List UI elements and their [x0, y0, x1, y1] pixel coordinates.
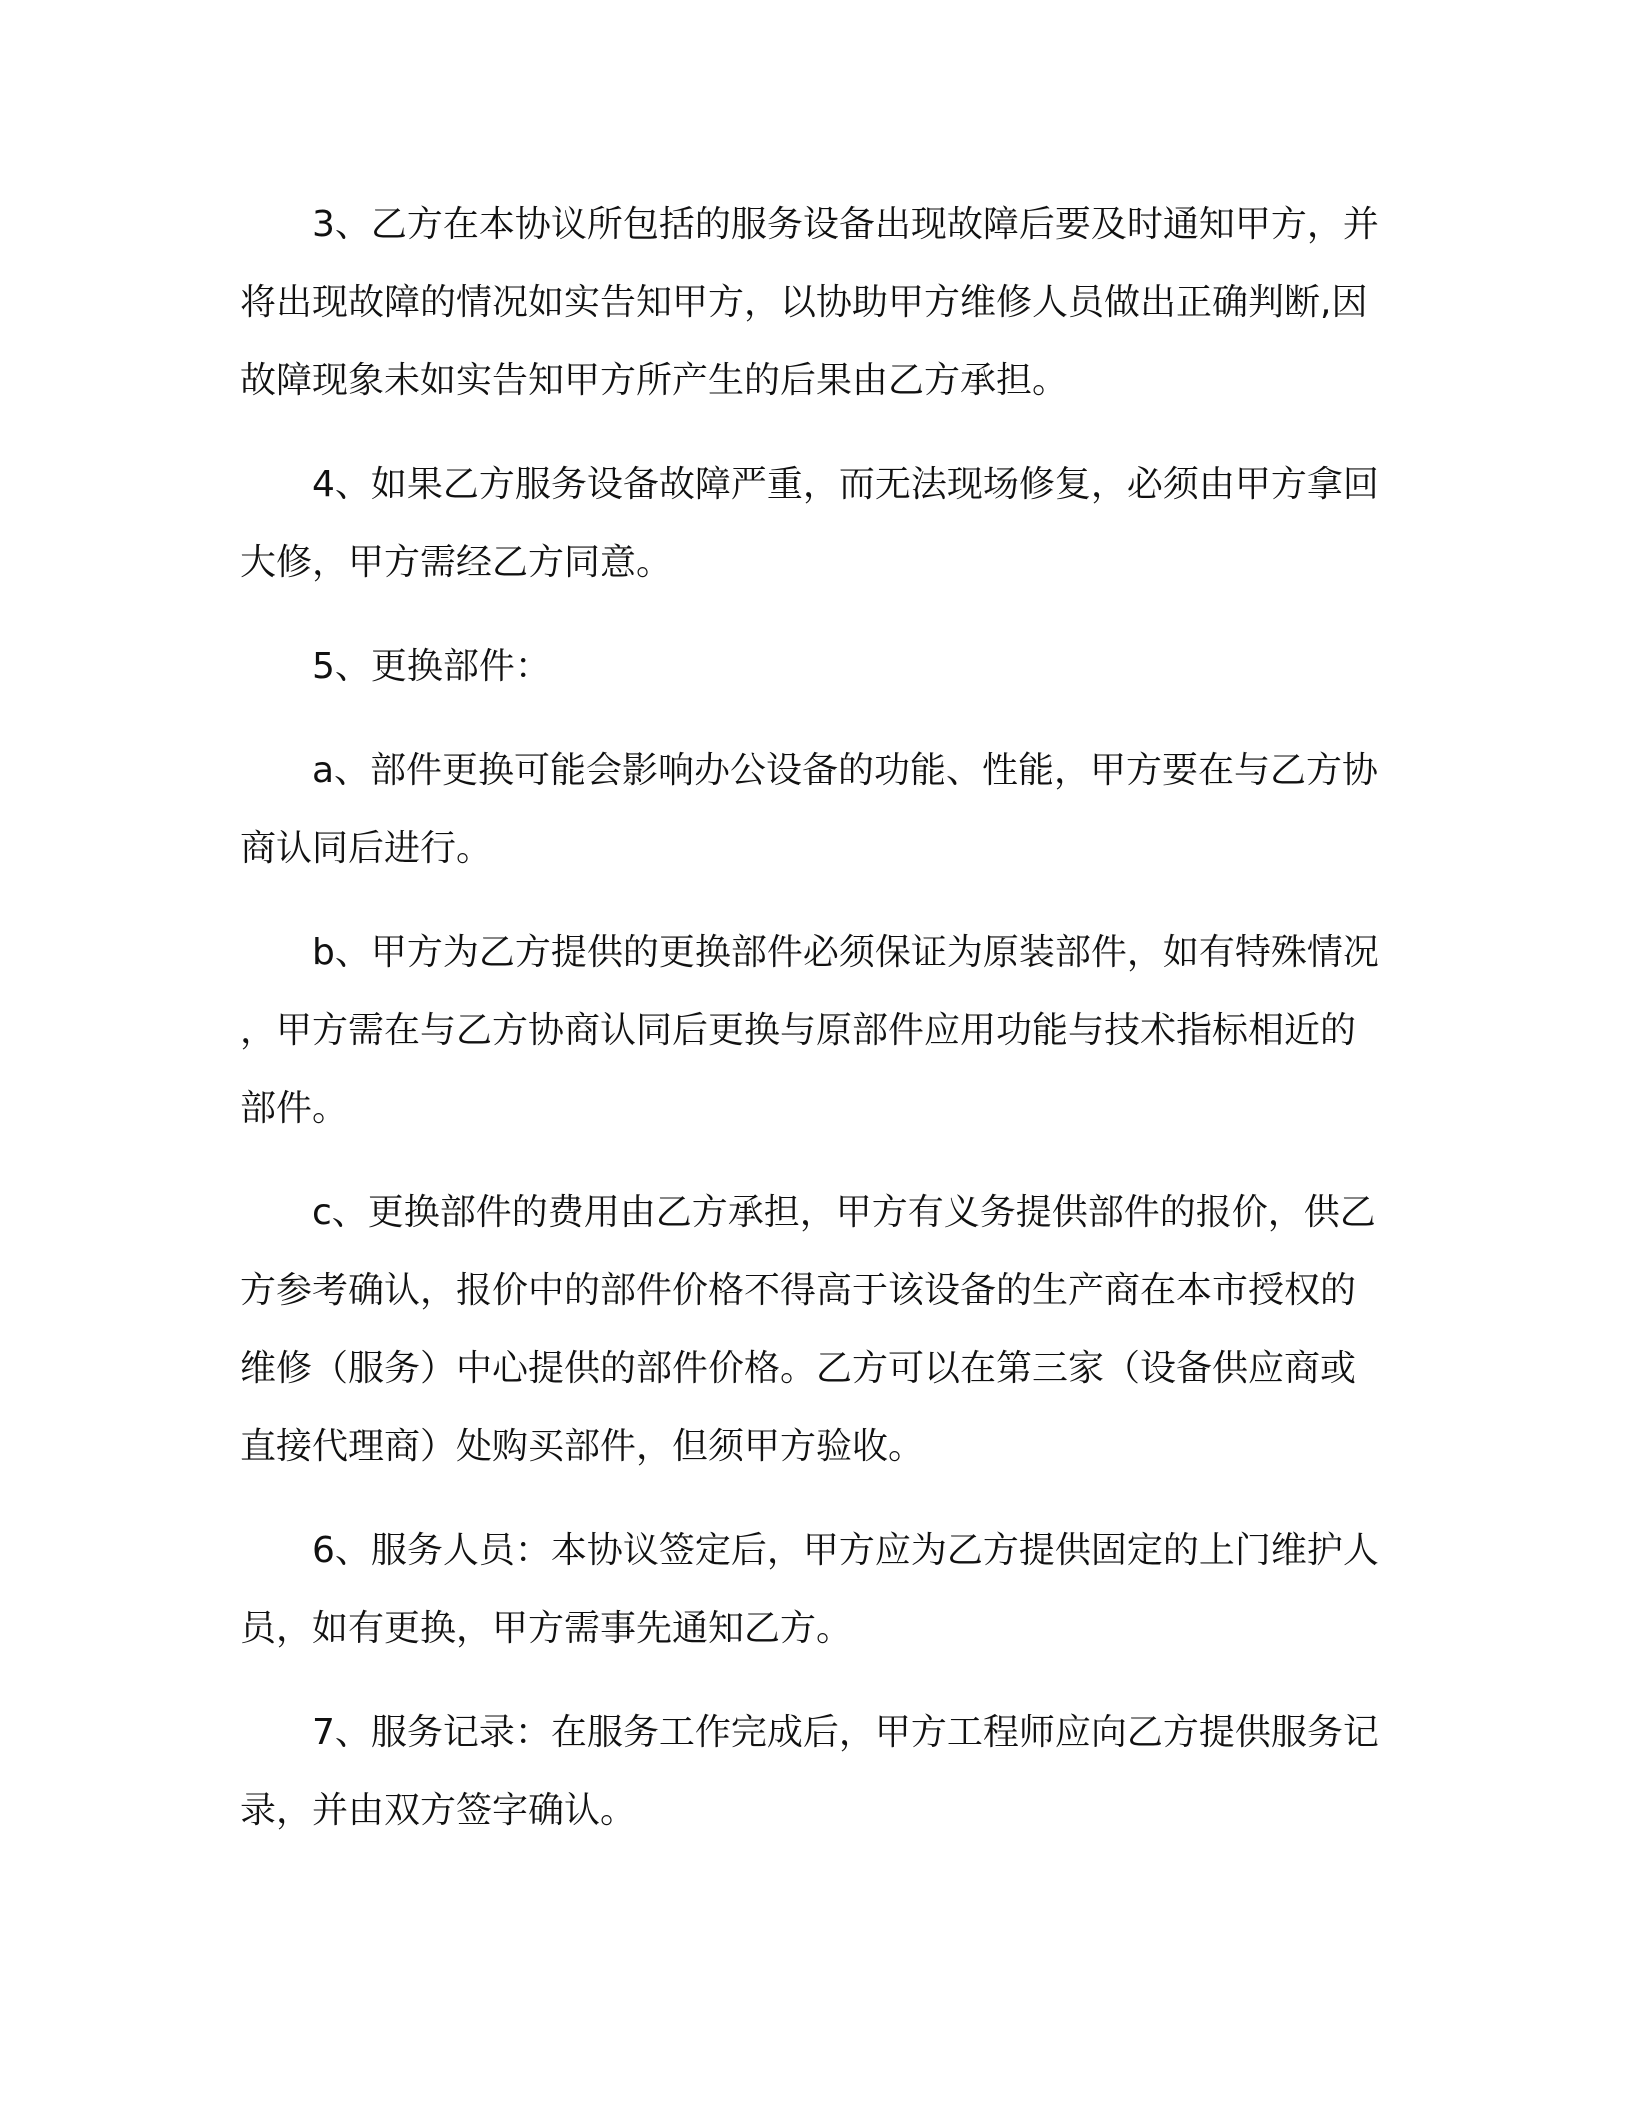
paragraph-clause-5: 5、更换部件：: [312, 646, 551, 687]
document-body: [240, 186, 1380, 1876]
paragraph-clause-3: 3、乙方在本协议所包括的服务设备出现故障后要及时通知甲方，并将出现故障的情况如实告知甲方，以协助甲方维修人员做出正确判断,因故障现象未如实告知甲方所产生的后果由乙方承担。: [240, 204, 1379, 401]
paragraph-clause-7: 7、服务记录：在服务工作完成后，甲方工程师应向乙方提供服务记录，并由双方签字确认。: [240, 1712, 1379, 1831]
paragraph-clause-5a: a、部件更换可能会影响办公设备的功能、性能，甲方要在与乙方协商认同后进行。: [240, 750, 1379, 869]
paragraph-clause-4: 4、如果乙方服务设备故障严重，而无法现场修复，必须由甲方拿回大修，甲方需经乙方同意。: [240, 464, 1379, 583]
paragraph-clause-6: 6、服务人员：本协议签定后，甲方应为乙方提供固定的上门维护人员，如有更换，甲方需事先通知乙方。: [240, 1530, 1379, 1649]
paragraph-clause-5b: b、甲方为乙方提供的更换部件必须保证为原装部件，如有特殊情况，甲方需在与乙方协商认同后更换与原部件应用功能与技术指标相近的部件。: [240, 932, 1379, 1129]
paragraph-clause-5c: c、更换部件的费用由乙方承担，甲方有义务提供部件的报价，供乙方参考确认，报价中的部件价格不得高于该设备的生产商在本市授权的维修（服务）中心提供的部件价格。乙方可以在第三家（设备供应商或直接代理商）处购买部件，但须甲方验收。: [240, 1192, 1376, 1467]
